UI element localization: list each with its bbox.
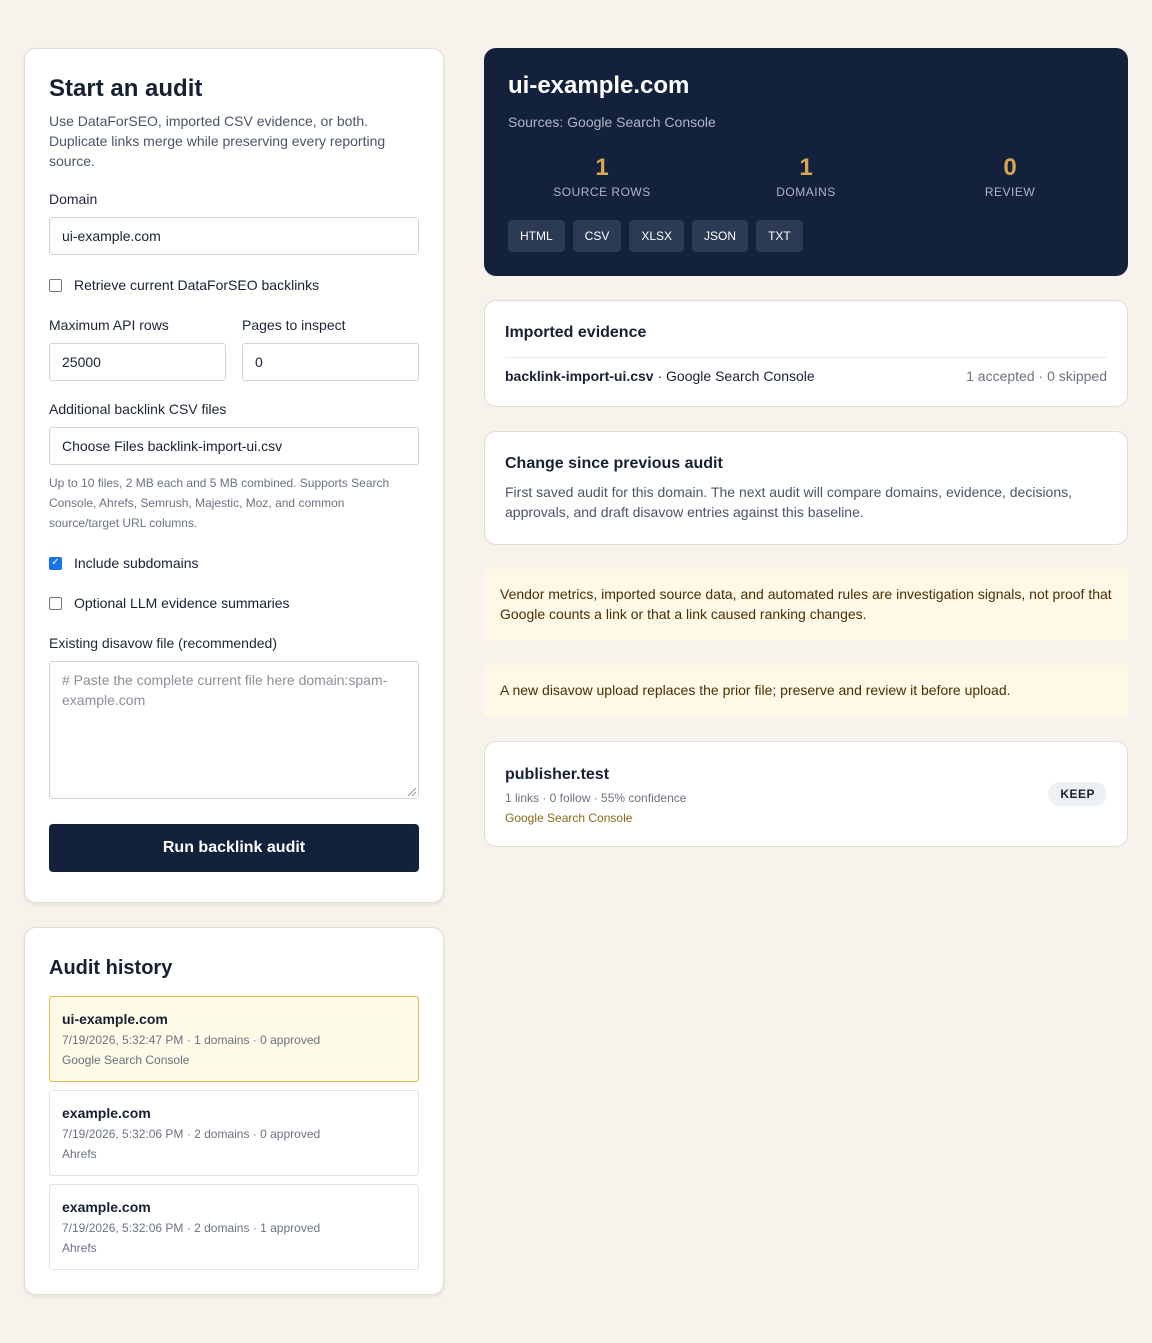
history-item-domain: example.com xyxy=(62,1199,151,1215)
llm-summaries-option[interactable] xyxy=(49,593,419,613)
changes-title: Change since previous audit xyxy=(505,455,723,472)
summary-stats xyxy=(500,154,1112,200)
disavow-warning: A new disavow upload replaces the prior file; preserve and review it before upload. xyxy=(484,665,1128,717)
retrieve-backlinks-checkbox[interactable] xyxy=(49,279,62,292)
history-item-source: Ahrefs xyxy=(62,1241,97,1255)
run-audit-button[interactable]: Run backlink audit xyxy=(49,824,419,872)
history-title: Audit history xyxy=(49,957,173,979)
export-csv-button[interactable]: CSV xyxy=(573,220,622,252)
stat-review xyxy=(908,154,1112,200)
disavow-label: Existing disavow file (recommended) xyxy=(49,635,277,651)
history-item[interactable] xyxy=(49,1090,419,1176)
history-item[interactable] xyxy=(49,1184,419,1270)
imported-evidence-card xyxy=(484,300,1128,407)
llm-summaries-label: Optional LLM evidence summaries xyxy=(74,595,290,611)
llm-summaries-checkbox[interactable] xyxy=(49,597,62,610)
history-item-domain: ui-example.com xyxy=(62,1011,168,1027)
max-rows-label: Maximum API rows xyxy=(49,317,169,333)
decision-badge[interactable]: KEEP xyxy=(1048,782,1107,806)
history-item-domain: example.com xyxy=(62,1105,151,1121)
change-since-previous-card xyxy=(484,431,1128,545)
csv-files-label: Additional backlink CSV files xyxy=(49,401,227,417)
domain-input[interactable]: ui-example.com xyxy=(49,217,419,255)
summary-domain: ui-example.com xyxy=(508,72,690,99)
disavow-placeholder: # Paste the complete current file here domain:spam-example.com xyxy=(62,672,388,708)
stat-value: 1 xyxy=(799,154,813,181)
export-json-button[interactable]: JSON xyxy=(692,220,748,252)
metrics-warning: Vendor metrics, imported source data, and automated rules are investigation signals, not proof that Google counts a link or that a link caused ranking changes. xyxy=(484,569,1128,641)
history-item[interactable] xyxy=(49,996,419,1082)
domain-label: Domain xyxy=(49,191,98,207)
pages-input[interactable]: 0 xyxy=(242,343,419,381)
history-item-source: Google Search Console xyxy=(62,1053,190,1067)
evidence-row xyxy=(505,357,1107,386)
domain-result-name: publisher.test xyxy=(505,766,610,783)
export-txt-button[interactable]: TXT xyxy=(756,220,803,252)
summary-sources: Sources: Google Search Console xyxy=(508,114,716,130)
start-audit-panel xyxy=(24,48,444,903)
history-item-source: Ahrefs xyxy=(62,1147,97,1161)
evidence-file: backlink-import-ui.csv xyxy=(505,368,654,384)
evidence-counts: 1 accepted · 0 skipped xyxy=(966,368,1107,384)
intro-text: Use DataForSEO, imported CSV evidence, or both. Duplicate links merge while preserving every reporting source. xyxy=(49,113,386,169)
stat-label: REVIEW xyxy=(984,185,1036,199)
domain-result-source: Google Search Console xyxy=(505,811,633,825)
include-subdomains-label: Include subdomains xyxy=(74,555,199,571)
audit-summary-card xyxy=(484,48,1128,276)
changes-text: First saved audit for this domain. The next audit will compare domains, evidence, decisions, approvals, and draft disavow entries against this baseline. xyxy=(505,484,1073,520)
evidence-title: Imported evidence xyxy=(505,324,647,341)
stat-value: 0 xyxy=(1003,154,1017,181)
stat-domains xyxy=(704,154,908,200)
resize-grip-icon[interactable] xyxy=(408,788,416,796)
history-item-meta: 7/19/2026, 5:32:47 PM · 1 domains · 0 approved xyxy=(62,1033,321,1047)
panel-title: Start an audit xyxy=(49,75,203,102)
export-html-button[interactable]: HTML xyxy=(508,220,565,252)
max-rows-input[interactable]: 25000 xyxy=(49,343,226,381)
export-xlsx-button[interactable]: XLSX xyxy=(629,220,684,252)
retrieve-backlinks-label: Retrieve current DataForSEO backlinks xyxy=(74,277,320,293)
domain-result-card[interactable] xyxy=(484,741,1128,847)
history-item-meta: 7/19/2026, 5:32:06 PM · 2 domains · 1 approved xyxy=(62,1221,321,1235)
evidence-source: · Google Search Console xyxy=(653,368,815,384)
stat-label: DOMAINS xyxy=(776,185,836,199)
include-subdomains-checkbox[interactable]: ✓ xyxy=(49,557,62,570)
pages-label: Pages to inspect xyxy=(242,317,346,333)
stat-source-rows xyxy=(500,154,704,200)
audit-history-panel xyxy=(24,927,444,1295)
stat-value: 1 xyxy=(595,154,609,181)
csv-file-picker[interactable]: Choose Files backlink-import-ui.csv xyxy=(49,427,419,465)
export-buttons xyxy=(508,220,803,252)
stat-label: SOURCE ROWS xyxy=(553,185,651,199)
csv-hint: Up to 10 files, 2 MB each and 5 MB combined. Supports Search Console, Ahrefs, Semrush, Majestic, Moz, and common source/target URL columns. xyxy=(49,476,390,530)
include-subdomains-option[interactable] xyxy=(49,553,419,573)
disavow-textarea[interactable] xyxy=(49,661,419,799)
history-item-meta: 7/19/2026, 5:32:06 PM · 2 domains · 0 approved xyxy=(62,1127,321,1141)
domain-result-meta: 1 links · 0 follow · 55% confidence xyxy=(505,791,687,805)
retrieve-backlinks-option[interactable] xyxy=(49,275,419,295)
